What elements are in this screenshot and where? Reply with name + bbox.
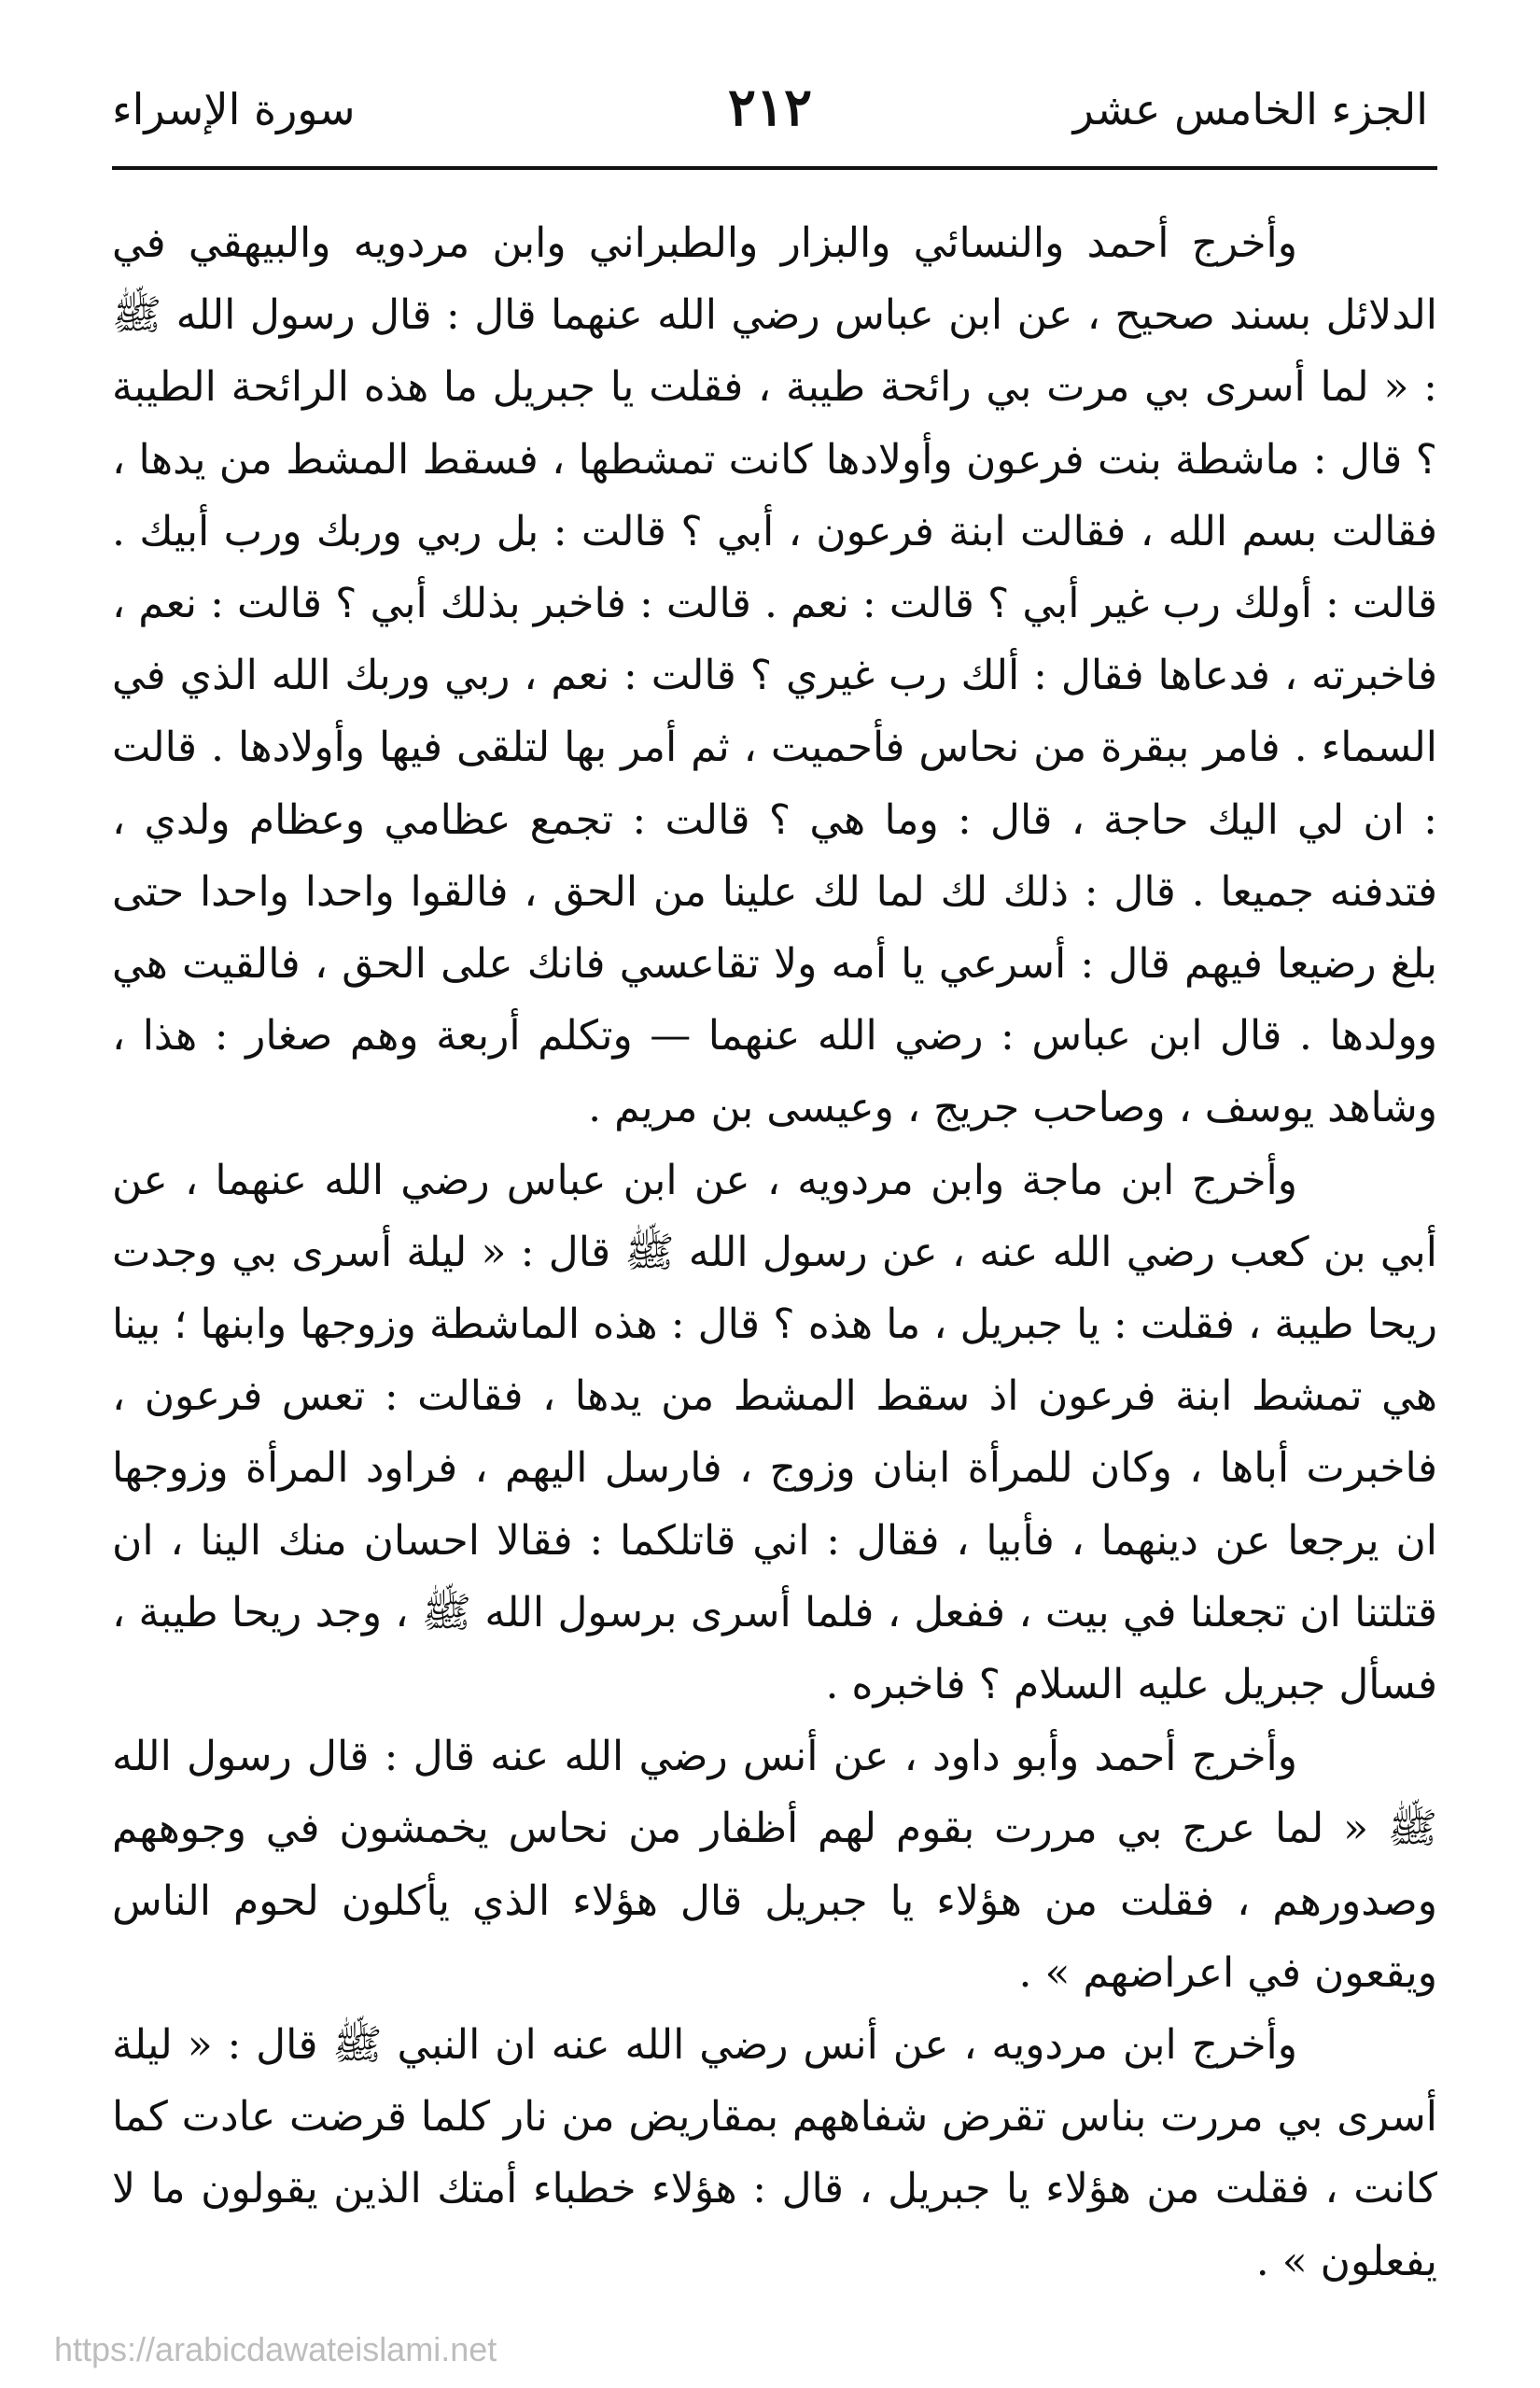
page-body xyxy=(112,207,1437,2297)
page-header xyxy=(103,77,1437,151)
page-number: ٢١٢ xyxy=(727,77,813,138)
paragraph-2: وأخرج ابن ماجة وابن مردويه ، عن ابن عباس رضي الله عنهما ، عن أبي بن كعب رضي الله عنه ، عن رسول الله ﷺ قال : « ليلة أسرى بي وجدت ريحا طيبة ، فقلت : يا جبريل ، ما هذه ؟ قال : هذه الماشطة وزوجها وابنها ؛ بينا هي تمشط ابنة فرعون اذ سقط المشط من يدها ، فقالت : تعس فرعون ، فاخبرت أباها ، وكان للمرأة ابنان وزوج ، فارسل اليهم ، فراود المرأة وزوجها ان يرجعا عن دينهما ، فأبيا ، فقال : اني قاتلكما : فقالا احسان منك الينا ، ان قتلتنا ان تجعلنا في بيت ، ففعل ، فلما أسرى برسول الله ﷺ ، وجد ريحا طيبة ، فسأل جبريل عليه السلام ؟ فاخبره . xyxy=(112,1156,1438,1709)
paragraph-4: وأخرج ابن مردويه ، عن أنس رضي الله عنه ان النبي ﷺ قال : « ليلة أسرى بي مررت بناس تقرض شفاههم بمقاريض من نار كلما قرضت عادت كما كانت ، فقلت من هؤلاء يا جبريل ، قال : هؤلاء خطباء أمتك الذين يقولون ما لا يفعلون » . xyxy=(112,2021,1437,2285)
paragraph-1: وأخرج أحمد والنسائي والبزار والطبراني وابن مردويه والبيهقي في الدلائل بسند صحيح ، عن ابن عباس رضي الله عنهما قال : قال رسول الله ﷺ : « لما أسرى بي مرت بي رائحة طيبة ، فقلت يا جبريل ما هذه الرائحة الطيبة ؟ قال : ماشطة بنت فرعون وأولادها كانت تمشطها ، فسقط المشط من يدها ، فقالت بسم الله ، فقالت ابنة فرعون ، أبي ؟ قالت : بل ربي وربك ورب أبيك . قالت : أولك رب غير أبي ؟ قالت : نعم . قالت : فاخبر بذلك أبي ؟ قالت : نعم ، فاخبرته ، فدعاها فقال : ألك رب غيري ؟ قالت : نعم ، ربي وربك الله الذي في السماء . فامر ببقرة من نحاس فأحميت ، ثم أمر بها لتلقى فيها وأولادها . قالت : ان لي اليك حاجة ، قال : وما هي ؟ قالت : تجمع عظامي وعظام ولدي ، فتدفنه جميعا . قال : ذلك لك لما لك علينا من الحق ، فالقوا واحدا واحدا حتى بلغ رضيعا فيهم قال : أسرعي يا أمه ولا تقاعسي فانك على الحق ، فالقيت هي وولدها . قال ابن عباس : رضي الله عنهما — وتكلم أربعة وهم صغار : هذا ، وشاهد يوسف ، وصاحب جريج ، وعيسى بن مريم . xyxy=(112,219,1438,1132)
paragraph-3: وأخرج أحمد وأبو داود ، عن أنس رضي الله عنه قال : قال رسول الله ﷺ « لما عرج بي مررت بقوم لهم أظفار من نحاس يخمشون في وجوههم وصدورهم ، فقلت من هؤلاء يا جبريل قال هؤلاء الذي يأكلون لحوم الناس ويقعون في اعراضهم » . xyxy=(112,1733,1437,1997)
source-watermark: https://arabicdawateislami.net xyxy=(54,2330,497,2368)
header-divider xyxy=(112,166,1437,170)
surah-title: سورة الإسراء xyxy=(112,84,356,134)
part-title: الجزء الخامس عشر xyxy=(1072,84,1428,134)
